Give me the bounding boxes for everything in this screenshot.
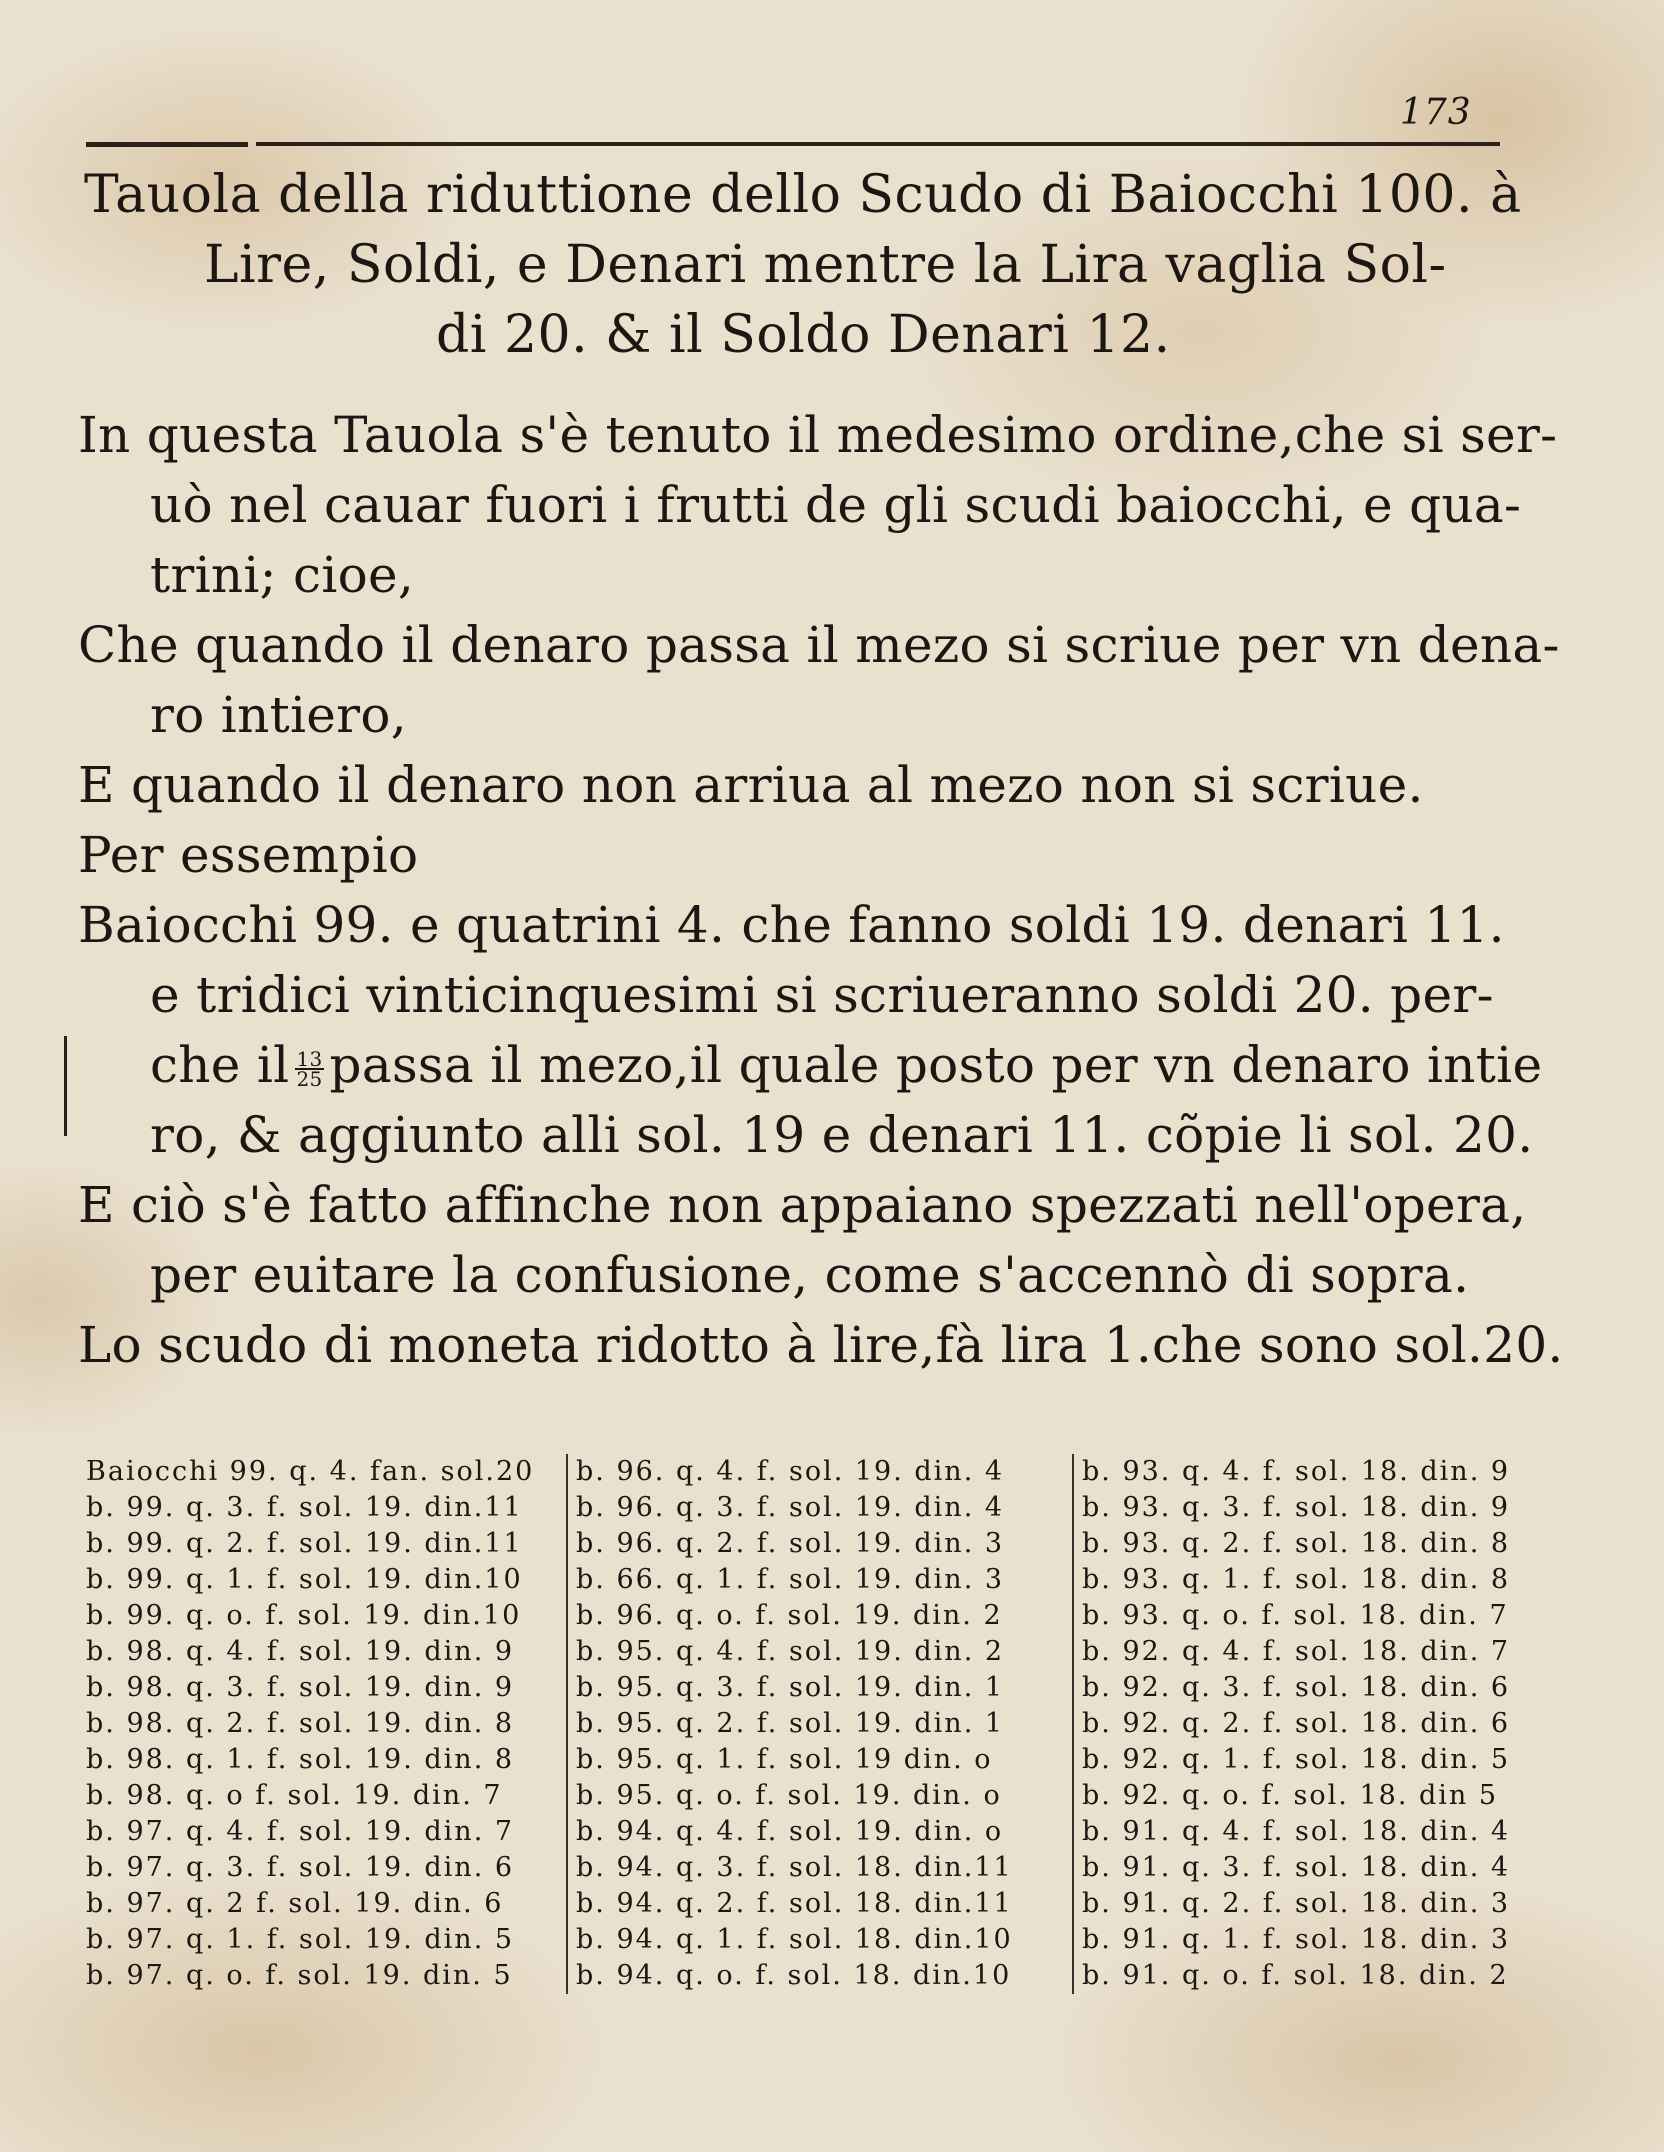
table-row: b. 95. q. 4. f. sol. 19. din. 2 — [576, 1636, 1005, 1667]
margin-mark — [64, 1036, 67, 1136]
table-row: b. 99. q. o. f. sol. 19. din.10 — [86, 1600, 522, 1631]
body-line: In questa Tauola s'è tenuto il medesimo ordine,che si ser- — [78, 406, 1558, 464]
fraction-numerator: 13 — [296, 1047, 323, 1071]
table-row: b. 92. q. 3. f. sol. 18. din. 6 — [1082, 1672, 1511, 1703]
body-line: E ciò s'è fatto affinche non appaiano spezzati nell'opera, — [78, 1176, 1527, 1234]
body-line: per euitare la confusione, come s'accennò di sopra. — [150, 1246, 1470, 1304]
body-line: E quando il denaro non arriua al mezo non si scriue. — [78, 756, 1424, 814]
table-row: b. 96. q. 4. f. sol. 19. din. 4 — [576, 1456, 1005, 1487]
table-row: b. 95. q. 2. f. sol. 19. din. 1 — [576, 1708, 1005, 1739]
table-row: b. 93. q. 2. f. sol. 18. din. 8 — [1082, 1528, 1511, 1559]
table-row: b. 93. q. 4. f. sol. 18. din. 9 — [1082, 1456, 1511, 1487]
table-row: b. 95. q. 1. f. sol. 19 din. o — [576, 1744, 993, 1775]
table-row: b. 94. q. o. f. sol. 18. din.10 — [576, 1960, 1012, 1991]
fraction-after-text: passa il mezo,il quale posto per vn denaro intie — [329, 1036, 1543, 1094]
table-row: b. 97. q. 2 f. sol. 19. din. 6 — [86, 1888, 504, 1919]
table-row: b. 96. q. 2. f. sol. 19. din. 3 — [576, 1528, 1005, 1559]
table-row: Baiocchi 99. q. 4. fan. sol.20 — [86, 1456, 535, 1487]
body-line: Che quando il denaro passa il mezo si scriue per vn dena- — [78, 616, 1560, 674]
body-line: ro, & aggiunto alli sol. 19 e denari 11. cõpie li sol. 20. — [150, 1106, 1534, 1164]
table-row: b. 66. q. 1. f. sol. 19. din. 3 — [576, 1564, 1005, 1595]
table-row: b. 91. q. 2. f. sol. 18. din. 3 — [1082, 1888, 1511, 1919]
table-row: b. 94. q. 3. f. sol. 18. din.11 — [576, 1852, 1013, 1883]
table-row: b. 92. q. o. f. sol. 18. din 5 — [1082, 1780, 1499, 1811]
table-column — [1082, 1454, 1562, 1994]
body-line: e tridici vinticinquesimi si scriueranno soldi 20. per- — [150, 966, 1494, 1024]
table-row: b. 99. q. 3. f. sol. 19. din.11 — [86, 1492, 523, 1523]
table-row: b. 91. q. 4. f. sol. 18. din. 4 — [1082, 1816, 1511, 1847]
table-row: b. 92. q. 2. f. sol. 18. din. 6 — [1082, 1708, 1511, 1739]
table-row: b. 92. q. 1. f. sol. 18. din. 5 — [1082, 1744, 1511, 1775]
fraction-before-text: che il — [150, 1036, 290, 1094]
table-row: b. 95. q. o. f. sol. 19. din. o — [576, 1780, 1002, 1811]
table-row: b. 93. q. o. f. sol. 18. din. 7 — [1082, 1600, 1509, 1631]
title-line-1: Tauola della riduttione dello Scudo di Baiocchi 100. à — [84, 165, 1522, 225]
table-row: b. 98. q. o f. sol. 19. din. 7 — [86, 1780, 503, 1811]
body-line: Per essempio — [78, 826, 419, 884]
header-rule-left — [86, 142, 248, 147]
table-row: b. 99. q. 1. f. sol. 19. din.10 — [86, 1564, 523, 1595]
table-row: b. 94. q. 2. f. sol. 18. din.11 — [576, 1888, 1013, 1919]
table-row: b. 98. q. 4. f. sol. 19. din. 9 — [86, 1636, 515, 1667]
table-row: b. 97. q. 1. f. sol. 19. din. 5 — [86, 1924, 515, 1955]
table-row: b. 98. q. 1. f. sol. 19. din. 8 — [86, 1744, 515, 1775]
table-column — [576, 1454, 1064, 1994]
table-row: b. 95. q. 3. f. sol. 19. din. 1 — [576, 1672, 1005, 1703]
fraction — [295, 1047, 323, 1091]
body-text — [78, 400, 1564, 1380]
table-column — [86, 1454, 558, 1994]
body-line: trini; cioe, — [150, 546, 415, 604]
table-row: b. 97. q. 3. f. sol. 19. din. 6 — [86, 1852, 515, 1883]
fraction-denominator: 25 — [296, 1067, 323, 1091]
table-row: b. 93. q. 3. f. sol. 18. din. 9 — [1082, 1492, 1511, 1523]
table-row: b. 96. q. 3. f. sol. 19. din. 4 — [576, 1492, 1005, 1523]
table-row: b. 94. q. 4. f. sol. 19. din. o — [576, 1816, 1004, 1847]
table-row: b. 98. q. 2. f. sol. 19. din. 8 — [86, 1708, 515, 1739]
table-row: b. 97. q. 4. f. sol. 19. din. 7 — [86, 1816, 515, 1847]
table-row: b. 94. q. 1. f. sol. 18. din.10 — [576, 1924, 1013, 1955]
table-row: b. 97. q. o. f. sol. 19. din. 5 — [86, 1960, 513, 1991]
table-row: b. 91. q. 3. f. sol. 18. din. 4 — [1082, 1852, 1511, 1883]
page-number: 173 — [1400, 92, 1472, 133]
body-line: Baiocchi 99. e quatrini 4. che fanno soldi 19. denari 11. — [78, 896, 1505, 954]
body-line: Lo scudo di moneta ridotto à lire,fà lira 1.che sono sol.20. — [78, 1316, 1564, 1374]
body-line: uò nel cauar fuori i frutti de gli scudi baiocchi, e qua- — [150, 476, 1522, 534]
title-line-3: di 20. & il Soldo Denari 12. — [436, 305, 1171, 365]
conversion-table — [86, 1454, 1562, 1994]
body-line-with-fraction — [78, 1030, 1558, 1100]
table-row: b. 93. q. 1. f. sol. 18. din. 8 — [1082, 1564, 1511, 1595]
header-rule-right — [256, 142, 1500, 146]
table-row: b. 99. q. 2. f. sol. 19. din.11 — [86, 1528, 523, 1559]
table-row: b. 98. q. 3. f. sol. 19. din. 9 — [86, 1672, 515, 1703]
table-row: b. 91. q. 1. f. sol. 18. din. 3 — [1082, 1924, 1511, 1955]
table-row: b. 91. q. o. f. sol. 18. din. 2 — [1082, 1960, 1509, 1991]
body-line: ro intiero, — [150, 686, 407, 744]
table-row: b. 92. q. 4. f. sol. 18. din. 7 — [1082, 1636, 1511, 1667]
title-line-2: Lire, Soldi, e Denari mentre la Lira vaglia Sol- — [204, 235, 1447, 295]
title-block — [80, 160, 1540, 370]
table-row: b. 96. q. o. f. sol. 19. din. 2 — [576, 1600, 1003, 1631]
